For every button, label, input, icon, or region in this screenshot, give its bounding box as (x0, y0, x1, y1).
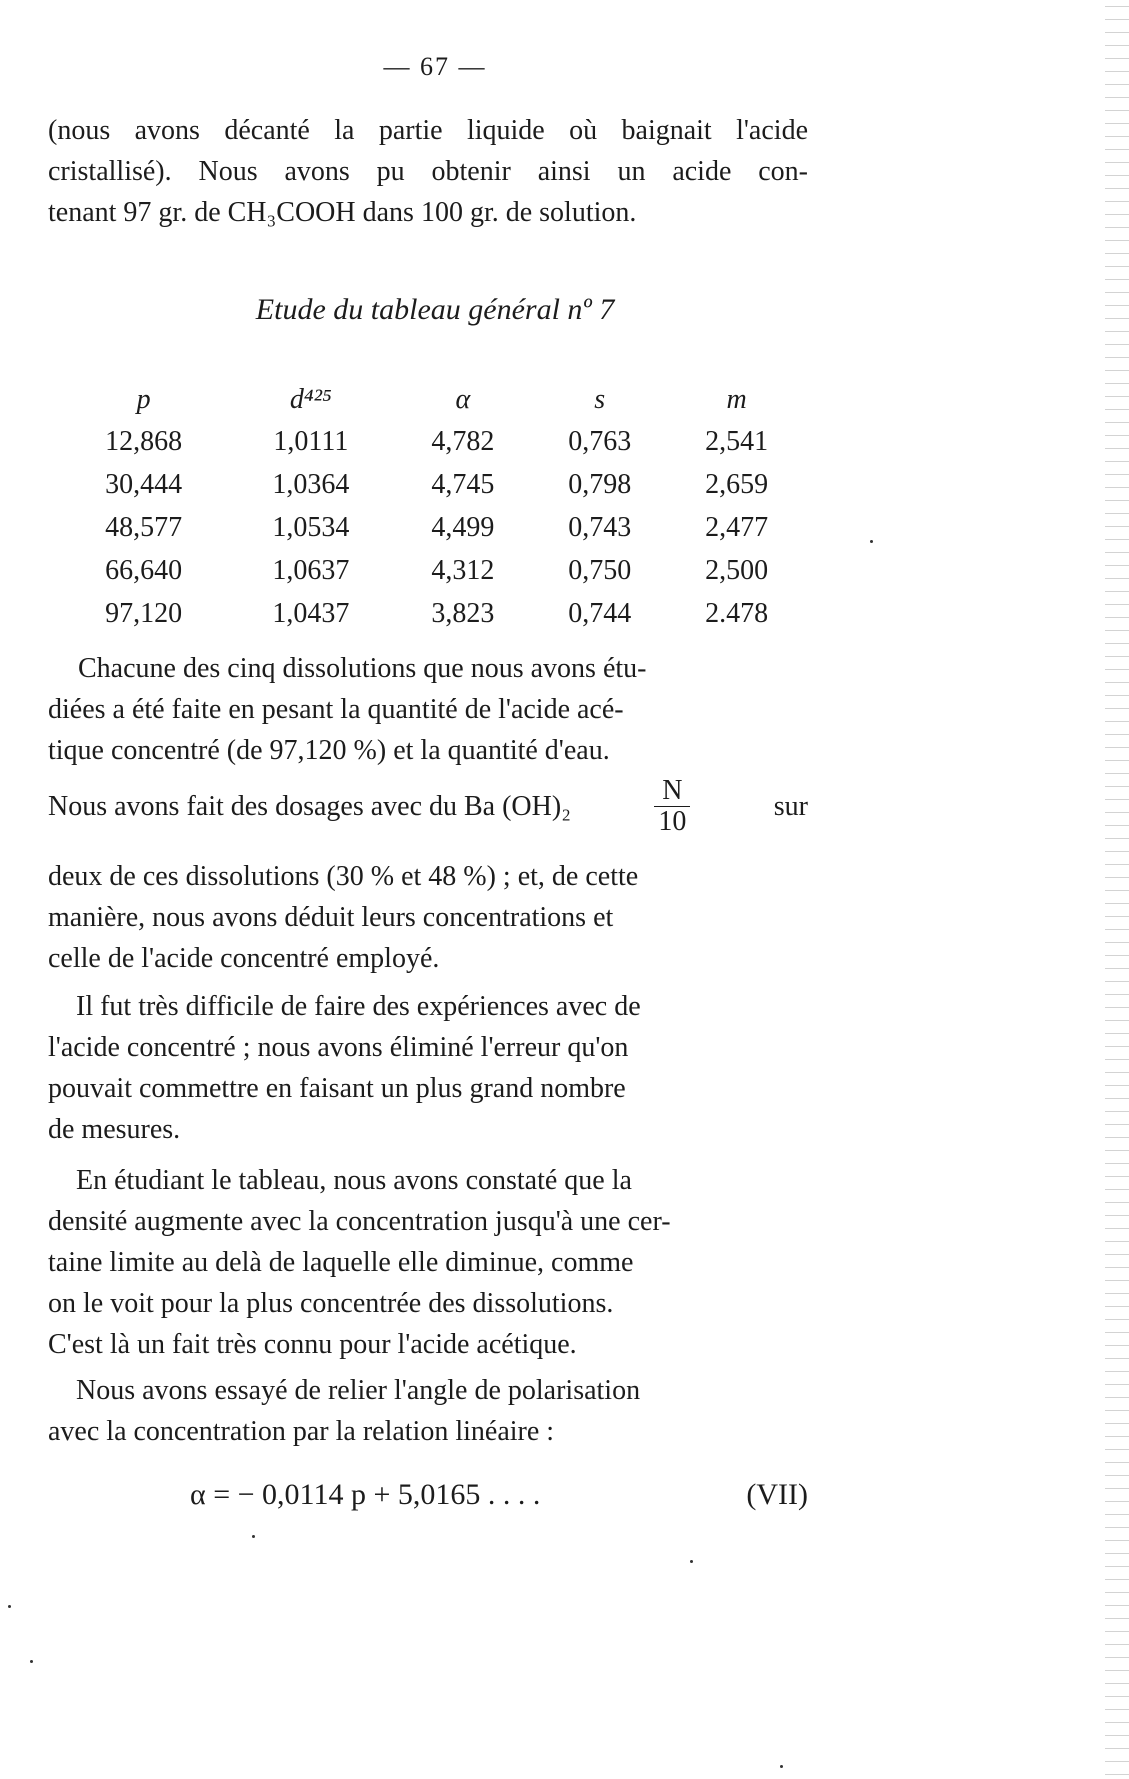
text-line: l'acide concentré ; nous avons éliminé l'erreur qu'on (48, 1032, 629, 1063)
table-cell: 1,0364 (272, 468, 350, 500)
column-header-m: m (726, 384, 747, 415)
table-cell: 30,444 (105, 468, 183, 500)
table-cell: 1,0111 (273, 425, 349, 457)
text-line: tique concentré (de 97,120 %) et la quantité d'eau. (48, 735, 610, 766)
speck (8, 1605, 11, 1608)
speck (780, 1765, 783, 1768)
table-cell: 0,798 (568, 468, 632, 500)
text-line: Chacune des cinq dissolutions que nous avons étu- (78, 653, 647, 684)
table-header-row (60, 380, 805, 420)
section-title: Etude du tableau général nº 7 (255, 293, 615, 326)
table-row (60, 549, 805, 592)
text-line: on le voit pour la plus concentrée des dissolutions. (48, 1288, 614, 1319)
table-cell: 3,823 (431, 597, 495, 629)
table-row (60, 420, 805, 463)
paragraph-dosages (48, 856, 808, 979)
dosage-text: Nous avons fait des dosages avec du Ba (OH)₂ (48, 790, 571, 822)
text-line: (nous avons décanté la partie liquide où baignait l'acide (48, 115, 808, 146)
text-line: taine limite au delà de laquelle elle diminue, comme (48, 1247, 634, 1278)
paragraph-density (48, 1160, 808, 1365)
equation-vii (190, 1478, 808, 1512)
column-header-density: d⁴²⁵ (289, 384, 332, 415)
fraction-numerator: N (654, 776, 690, 807)
text-line: C'est là un fait très connu pour l'acide acétique. (48, 1329, 577, 1360)
table-cell: 0,763 (568, 425, 632, 457)
text-line: manière, nous avons déduit leurs concentrations et (48, 902, 614, 933)
paragraph-polarisation (48, 1370, 808, 1452)
text-line: Nous avons essayé de relier l'angle de polarisation (76, 1375, 641, 1406)
dosage-text-end: sur (773, 790, 808, 822)
table-cell: 2,477 (705, 511, 769, 543)
table-cell: 2,659 (705, 468, 769, 500)
speck (690, 1560, 693, 1563)
paragraph-dissolutions (48, 648, 808, 771)
table-row (60, 506, 805, 549)
text-line: En étudiant le tableau, nous avons constaté que la (76, 1165, 632, 1196)
table-cell: 4,745 (431, 468, 495, 500)
column-header-alpha: α (455, 384, 471, 415)
table-cell: 4,782 (431, 425, 495, 457)
text-line: cristallisé). Nous avons pu obtenir ainsi un acide con- (48, 156, 808, 187)
text-line: diées a été faite en pesant la quantité de l'acide acé- (48, 694, 624, 725)
normality-fraction (654, 776, 690, 837)
table-cell: 1,0637 (272, 554, 350, 586)
speck (30, 1660, 33, 1663)
table-cell: 4,312 (431, 554, 495, 586)
fraction-denominator: 10 (658, 806, 687, 837)
table-cell: 0,744 (568, 597, 632, 629)
table-cell: 2,541 (705, 425, 769, 457)
table-cell: 2.478 (705, 597, 769, 629)
table-cell: 12,868 (105, 425, 183, 457)
table-row (60, 463, 805, 506)
table-cell: 48,577 (105, 511, 183, 543)
table-cell: 2,500 (705, 554, 769, 586)
table-cell: 0,743 (568, 511, 632, 543)
equation-label: (VII) (746, 1478, 808, 1511)
table-cell: 66,640 (105, 554, 183, 586)
text-line: deux de ces dissolutions (30 % et 48 %) ; et, de cette (48, 861, 639, 892)
speck (870, 540, 873, 543)
text-line: de mesures. (48, 1114, 181, 1145)
table-row (60, 592, 805, 635)
table-cell: 1,0437 (272, 597, 350, 629)
table-cell: 4,499 (431, 511, 495, 543)
text-line: celle de l'acide concentré employé. (48, 943, 440, 974)
equation-formula: α = − 0,0114 p + 5,0165 . . . . (190, 1478, 541, 1511)
text-line: tenant 97 gr. de CH₃COOH dans 100 gr. de solution. (48, 197, 637, 228)
scan-edge-noise (1105, 0, 1129, 1779)
text-line: Il fut très difficile de faire des expériences avec de (76, 991, 641, 1022)
text-line: pouvait commettre en faisant un plus grand nombre (48, 1073, 626, 1104)
page-number: — 67 — (383, 52, 487, 81)
table-cell: 97,120 (105, 597, 183, 629)
dosage-line (48, 776, 808, 837)
table-cell: 0,750 (568, 554, 632, 586)
text-line: densité augmente avec la concentration jusqu'à une cer- (48, 1206, 671, 1237)
column-header-s: s (594, 384, 606, 415)
paragraph-difficulty (48, 986, 808, 1150)
text-line: avec la concentration par la relation linéaire : (48, 1416, 555, 1447)
column-header-p: p (136, 384, 151, 415)
speck (252, 1535, 255, 1538)
table-cell: 1,0534 (272, 511, 350, 543)
data-table (60, 380, 805, 635)
intro-paragraph (48, 110, 808, 233)
